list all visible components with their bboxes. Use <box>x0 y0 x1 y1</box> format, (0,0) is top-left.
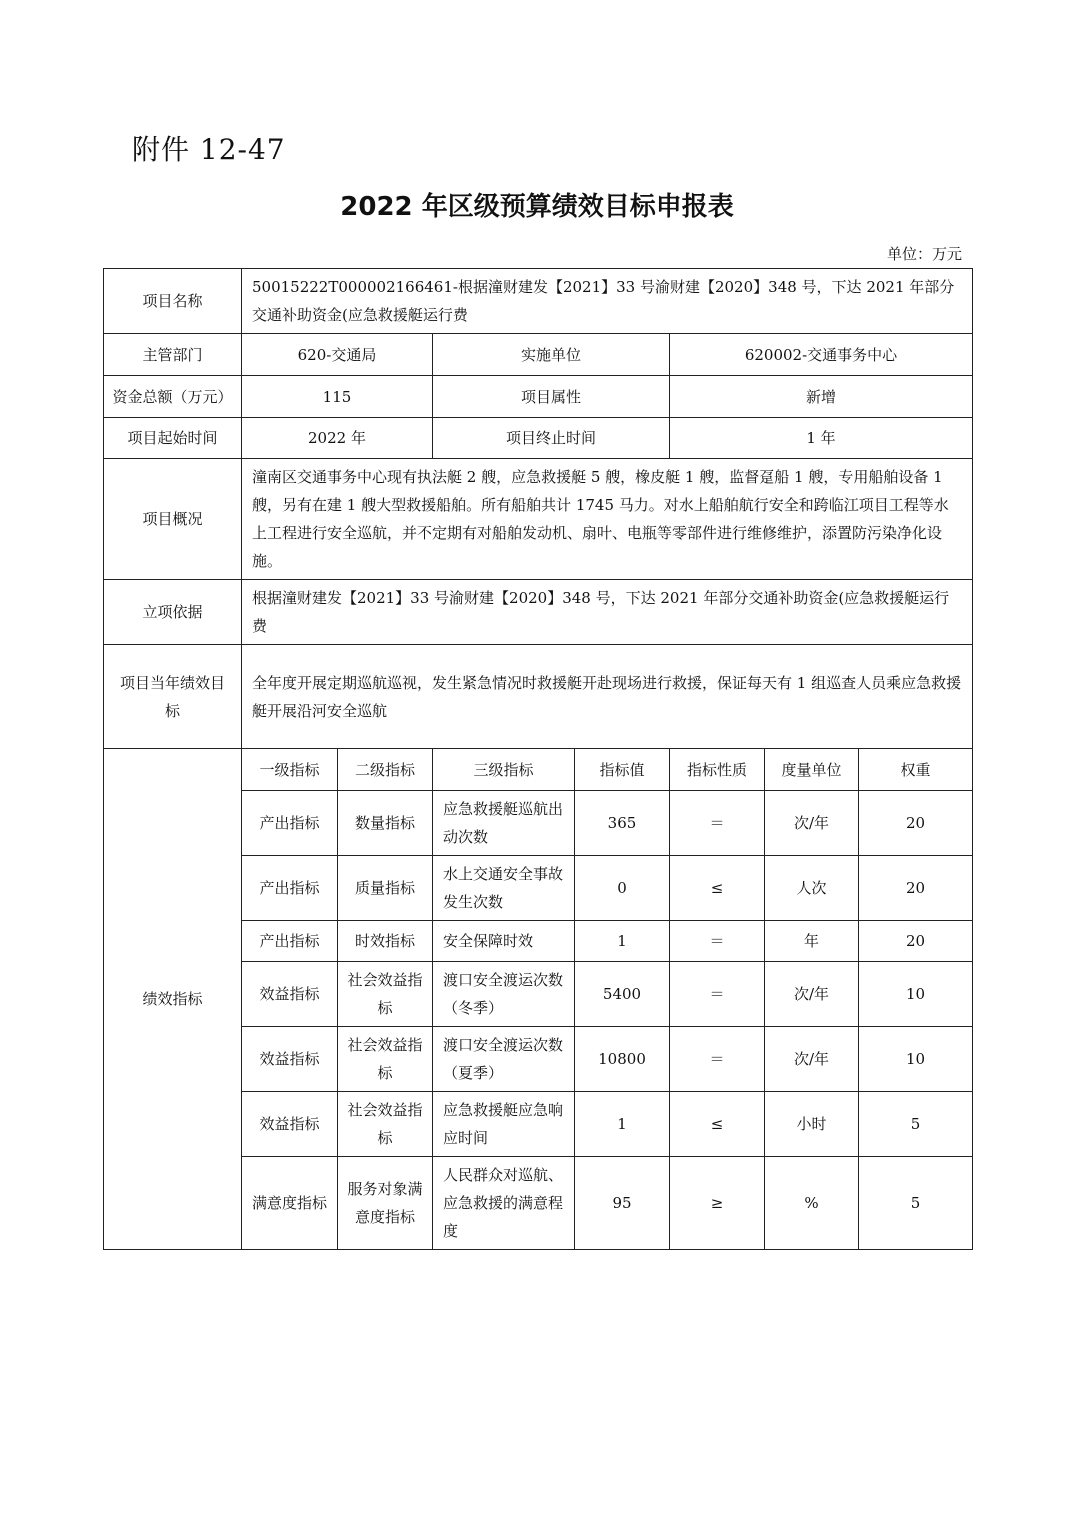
indicator-cell: 质量指标 <box>338 856 433 921</box>
indicator-cell: 次/年 <box>765 1027 859 1092</box>
indicator-cell: 95 <box>575 1157 670 1250</box>
basis-label: 立项依据 <box>104 580 242 645</box>
basis-row <box>104 580 973 645</box>
indicator-cell: 小时 <box>765 1092 859 1157</box>
indicator-cell: 10 <box>859 962 973 1027</box>
budget-target-table <box>103 268 973 1250</box>
project-attribute-label: 项目属性 <box>433 376 670 418</box>
indicator-cell: 社会效益指标 <box>338 1092 433 1157</box>
project-name-value: 50015222T000002166461-根据潼财建发【2021】33 号渝财建【2020】348 号，下达 2021 年部分交通补助资金(应急救援艇运行费 <box>242 269 973 334</box>
total-funds-value: 115 <box>242 376 433 418</box>
indicator-cell: ＝ <box>670 921 765 962</box>
indicators-label: 绩效指标 <box>104 749 242 1250</box>
indicator-cell: 20 <box>859 856 973 921</box>
indicator-cell: 1 <box>575 1092 670 1157</box>
indicator-cell: 产出指标 <box>242 856 338 921</box>
indicator-cell: 渡口安全渡运次数（夏季） <box>433 1027 575 1092</box>
basis-value: 根据潼财建发【2021】33 号渝财建【2020】348 号，下达 2021 年部分交通补助资金(应急救援艇运行费 <box>242 580 973 645</box>
department-row <box>104 334 973 376</box>
indicator-cell: 次/年 <box>765 791 859 856</box>
indicator-cell: 应急救援艇应急响应时间 <box>433 1092 575 1157</box>
overview-value: 潼南区交通事务中心现有执法艇 2 艘，应急救援艇 5 艘，橡皮艇 1 艘，监督趸船 1 艘，专用船舶设备 1 艘，另有在建 1 艘大型救援船舶。所有船舶共计 1745 马力。对水上船舶航行安全和跨临江项目工程等水上工程进行安全巡航，并不定期有对船舶发动机、扇叶、电瓶等零部件进行维修维护，添置防污染净化设施。 <box>242 459 973 580</box>
implementing-unit-value: 620002-交通事务中心 <box>670 334 973 376</box>
indicator-cell: 数量指标 <box>338 791 433 856</box>
indicator-header-cell: 三级指标 <box>433 749 575 791</box>
indicator-cell: 365 <box>575 791 670 856</box>
indicator-cell: 效益指标 <box>242 1092 338 1157</box>
indicator-header-row <box>104 749 973 791</box>
indicator-cell: 10800 <box>575 1027 670 1092</box>
time-row <box>104 418 973 459</box>
indicator-cell: ＝ <box>670 791 765 856</box>
department-value: 620-交通局 <box>242 334 433 376</box>
end-time-value: 1 年 <box>670 418 973 459</box>
indicator-cell: 次/年 <box>765 962 859 1027</box>
implementing-unit-label: 实施单位 <box>433 334 670 376</box>
indicator-header-cell: 二级指标 <box>338 749 433 791</box>
indicator-cell: ≤ <box>670 1092 765 1157</box>
annual-goal-label: 项目当年绩效目标 <box>104 645 242 749</box>
indicator-cell: 5 <box>859 1157 973 1250</box>
indicator-cell: 5400 <box>575 962 670 1027</box>
indicator-cell: ≥ <box>670 1157 765 1250</box>
unit-label: 单位：万元 <box>886 245 962 263</box>
indicator-cell: 1 <box>575 921 670 962</box>
page-title: 2022 年区级预算绩效目标申报表 <box>340 192 734 222</box>
indicator-cell: 渡口安全渡运次数（冬季） <box>433 962 575 1027</box>
indicator-cell: 产出指标 <box>242 791 338 856</box>
department-label: 主管部门 <box>104 334 242 376</box>
indicator-header-cell: 权重 <box>859 749 973 791</box>
total-funds-label: 资金总额（万元） <box>104 376 242 418</box>
indicator-cell: 5 <box>859 1092 973 1157</box>
indicator-header-cell: 指标性质 <box>670 749 765 791</box>
indicator-cell: ＝ <box>670 962 765 1027</box>
indicator-header-cell: 指标值 <box>575 749 670 791</box>
indicator-cell: 水上交通安全事故发生次数 <box>433 856 575 921</box>
end-time-label: 项目终止时间 <box>433 418 670 459</box>
indicator-cell: 服务对象满意度指标 <box>338 1157 433 1250</box>
attachment-label: 附件 12-47 <box>132 133 286 166</box>
indicator-cell: ＝ <box>670 1027 765 1092</box>
annual-goal-row <box>104 645 973 749</box>
overview-label: 项目概况 <box>104 459 242 580</box>
indicator-cell: 产出指标 <box>242 921 338 962</box>
indicator-cell: 10 <box>859 1027 973 1092</box>
indicator-cell: 效益指标 <box>242 1027 338 1092</box>
project-name-row <box>104 269 973 334</box>
funds-row <box>104 376 973 418</box>
indicator-cell: 20 <box>859 791 973 856</box>
indicator-cell: 时效指标 <box>338 921 433 962</box>
start-time-label: 项目起始时间 <box>104 418 242 459</box>
indicator-header-cell: 度量单位 <box>765 749 859 791</box>
indicator-cell: ≤ <box>670 856 765 921</box>
indicator-cell: 安全保障时效 <box>433 921 575 962</box>
indicator-cell: 0 <box>575 856 670 921</box>
project-name-label: 项目名称 <box>104 269 242 334</box>
indicator-cell: 社会效益指标 <box>338 962 433 1027</box>
indicator-cell: 社会效益指标 <box>338 1027 433 1092</box>
indicator-cell: 人民群众对巡航、应急救援的满意程度 <box>433 1157 575 1250</box>
indicator-cell: 应急救援艇巡航出动次数 <box>433 791 575 856</box>
indicator-cell: 20 <box>859 921 973 962</box>
indicator-cell: % <box>765 1157 859 1250</box>
annual-goal-value: 全年度开展定期巡航巡视，发生紧急情况时救援艇开赴现场进行救援，保证每天有 1 组巡查人员乘应急救援艇开展沿河安全巡航 <box>242 645 973 749</box>
indicator-cell: 人次 <box>765 856 859 921</box>
indicator-cell: 满意度指标 <box>242 1157 338 1250</box>
overview-row <box>104 459 973 580</box>
project-attribute-value: 新增 <box>670 376 973 418</box>
indicator-cell: 效益指标 <box>242 962 338 1027</box>
indicator-cell: 年 <box>765 921 859 962</box>
start-time-value: 2022 年 <box>242 418 433 459</box>
indicator-header-cell: 一级指标 <box>242 749 338 791</box>
